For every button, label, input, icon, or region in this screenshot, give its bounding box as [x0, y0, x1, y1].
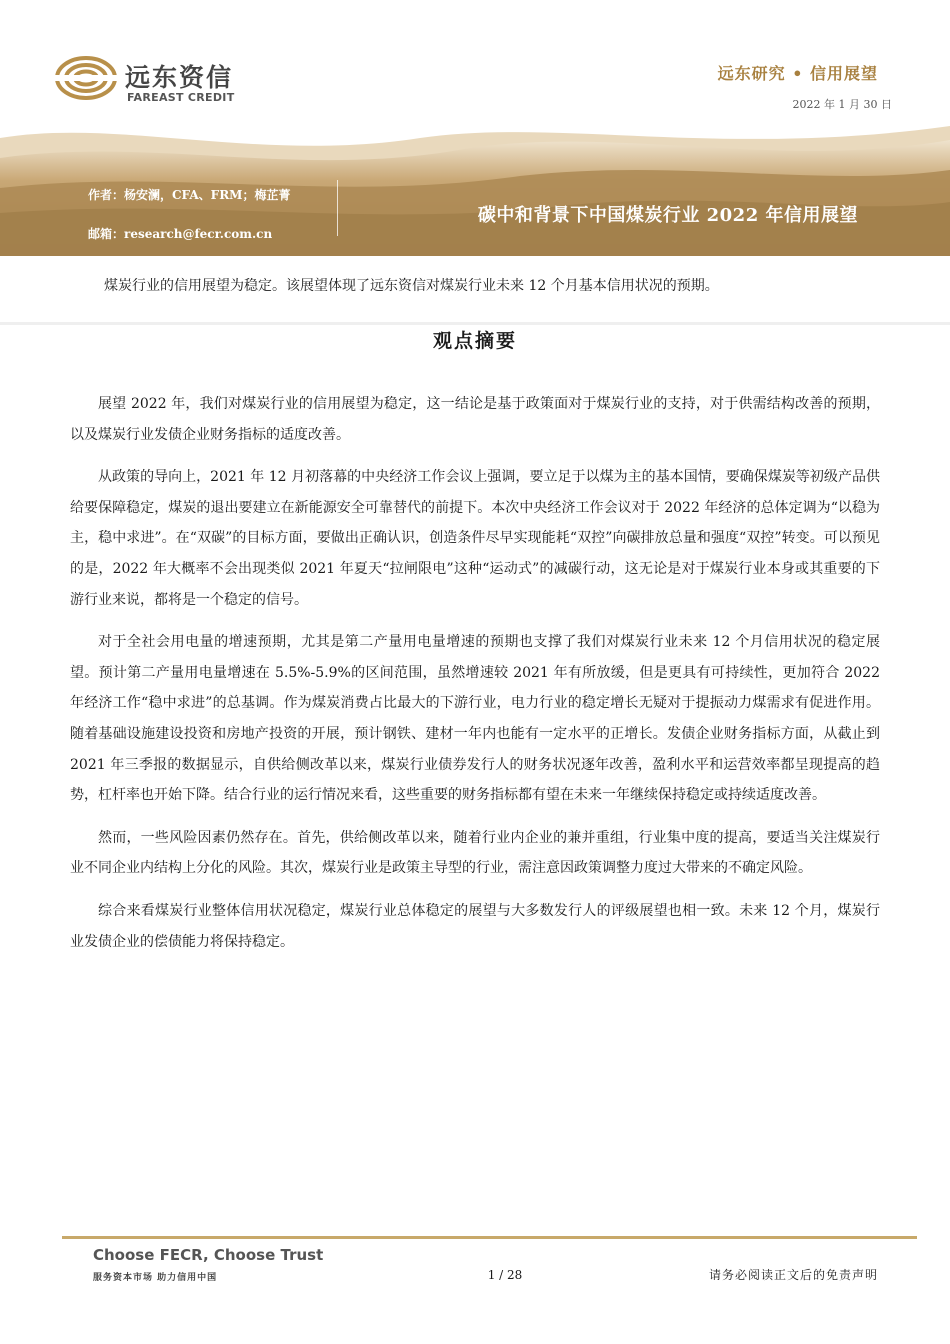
footer-slogan: Choose FECR, Choose Trust: [93, 1246, 324, 1264]
report-series: 远东研究 • 信用展望: [717, 64, 878, 83]
brand-name-cn: 远东资信: [125, 63, 234, 92]
paragraph: 展望 2022 年，我们对煤炭行业的信用展望为稳定，这一结论是基于政策面对于煤炭行业的支持，对于供需结构改善的预期，以及煤炭行业发债企业财务指标的适度改善。: [70, 396, 880, 443]
divider: [0, 322, 950, 325]
page-number: 1 / 28: [487, 1268, 523, 1282]
paragraph: 从政策的导向上，2021 年 12 月初落幕的中央经济工作会议上强调，要立足于以煤为主的基本国情，要确保煤炭等初级产品供给要保障稳定，煤炭的退出要建立在新能源安全可靠替代的前提下。本次中央经济工作会议对于 2022 年经济的总体定调为“以稳为主，稳中求进”。在“双碳”的目标方面，要做出正确认识，创造条件尽早实现能耗“双控”向碳排放总量和强度“双控”转变。可以预见的是，2022 年大概率不会出现类似 2021 年夏天“拉闸限电”这种“运动式”的减碳行动，这无论是对于煤炭行业本身或其重要的下游行业来说，都将是一个稳定的信号。: [70, 469, 880, 608]
disclaimer-note: 请务必阅读正文后的免责声明: [708, 1268, 878, 1282]
footer-subslogan: 服务资本市场 助力信用中国: [93, 1273, 218, 1283]
paragraph: 然而，一些风险因素仍然存在。首先，供给侧改革以来，随着行业内企业的兼并重组，行业集中度的提高，要适当关注煤炭行业不同企业内结构上分化的风险。其次，煤炭行业是政策主导型的行业，需注意因政策调整力度过大带来的不确定风险。: [70, 829, 880, 877]
banner-divider: [337, 180, 338, 236]
report-title: 碳中和背景下中国煤炭行业 2022 年信用展望: [477, 205, 858, 226]
section-heading: 观点摘要: [432, 330, 517, 352]
paragraph: 对于全社会用电量的增速预期，尤其是第二产量用电量增速的预期也支撑了我们对煤炭行业未来 12 个月信用状况的稳定展望。预计第二产量用电量增速在 5.5%-5.9%的区间范围，虽然增速较 2021 年有所放缓，但是更具有可持续性，更加符合 2022 年经济工作“稳中求进”的总基调。作为煤炭消费占比最大的下游行业，电力行业的稳定增长无疑对于提振动力煤需求有促进作用。随着基础设施建设投资和房地产投资的开展，预计钢铁、建材一年内也能有一定水平的正增长。发债企业财务指标方面，从截止到 2021 年三季报的数据显示，自供给侧改革以来，煤炭行业债券发行人的财务状况逐年改善，盈利水平和运营效率都呈现提高的趋势，杠杆率也开始下降。结合行业的运行情况来看，这些重要的财务指标都有望在未来一年继续保持稳定或持续适度改善。: [70, 634, 880, 804]
report-date: 2022 年 1 月 30 日: [792, 98, 892, 111]
email-line: 邮箱：research@fecr.com.cn: [88, 227, 273, 241]
footer-divider: [62, 1236, 917, 1239]
outlook-statement: 煤炭行业的信用展望为稳定。该展望体现了远东资信对煤炭行业未来 12 个月基本信用状况的预期。: [104, 278, 719, 294]
summary-body: [70, 389, 880, 969]
paragraph: 综合来看煤炭行业整体信用状况稳定，煤炭行业总体稳定的展望与大多数发行人的评级展望也相一致。未来 12 个月，煤炭行业发债企业的偿债能力将保持稳定。: [70, 902, 880, 950]
author-line: 作者：杨安澜，CFA、FRM；梅芷菁: [88, 188, 291, 202]
brand-name-en: FAREAST CREDIT: [127, 91, 235, 104]
fareast-credit-logo-icon: [55, 56, 117, 100]
